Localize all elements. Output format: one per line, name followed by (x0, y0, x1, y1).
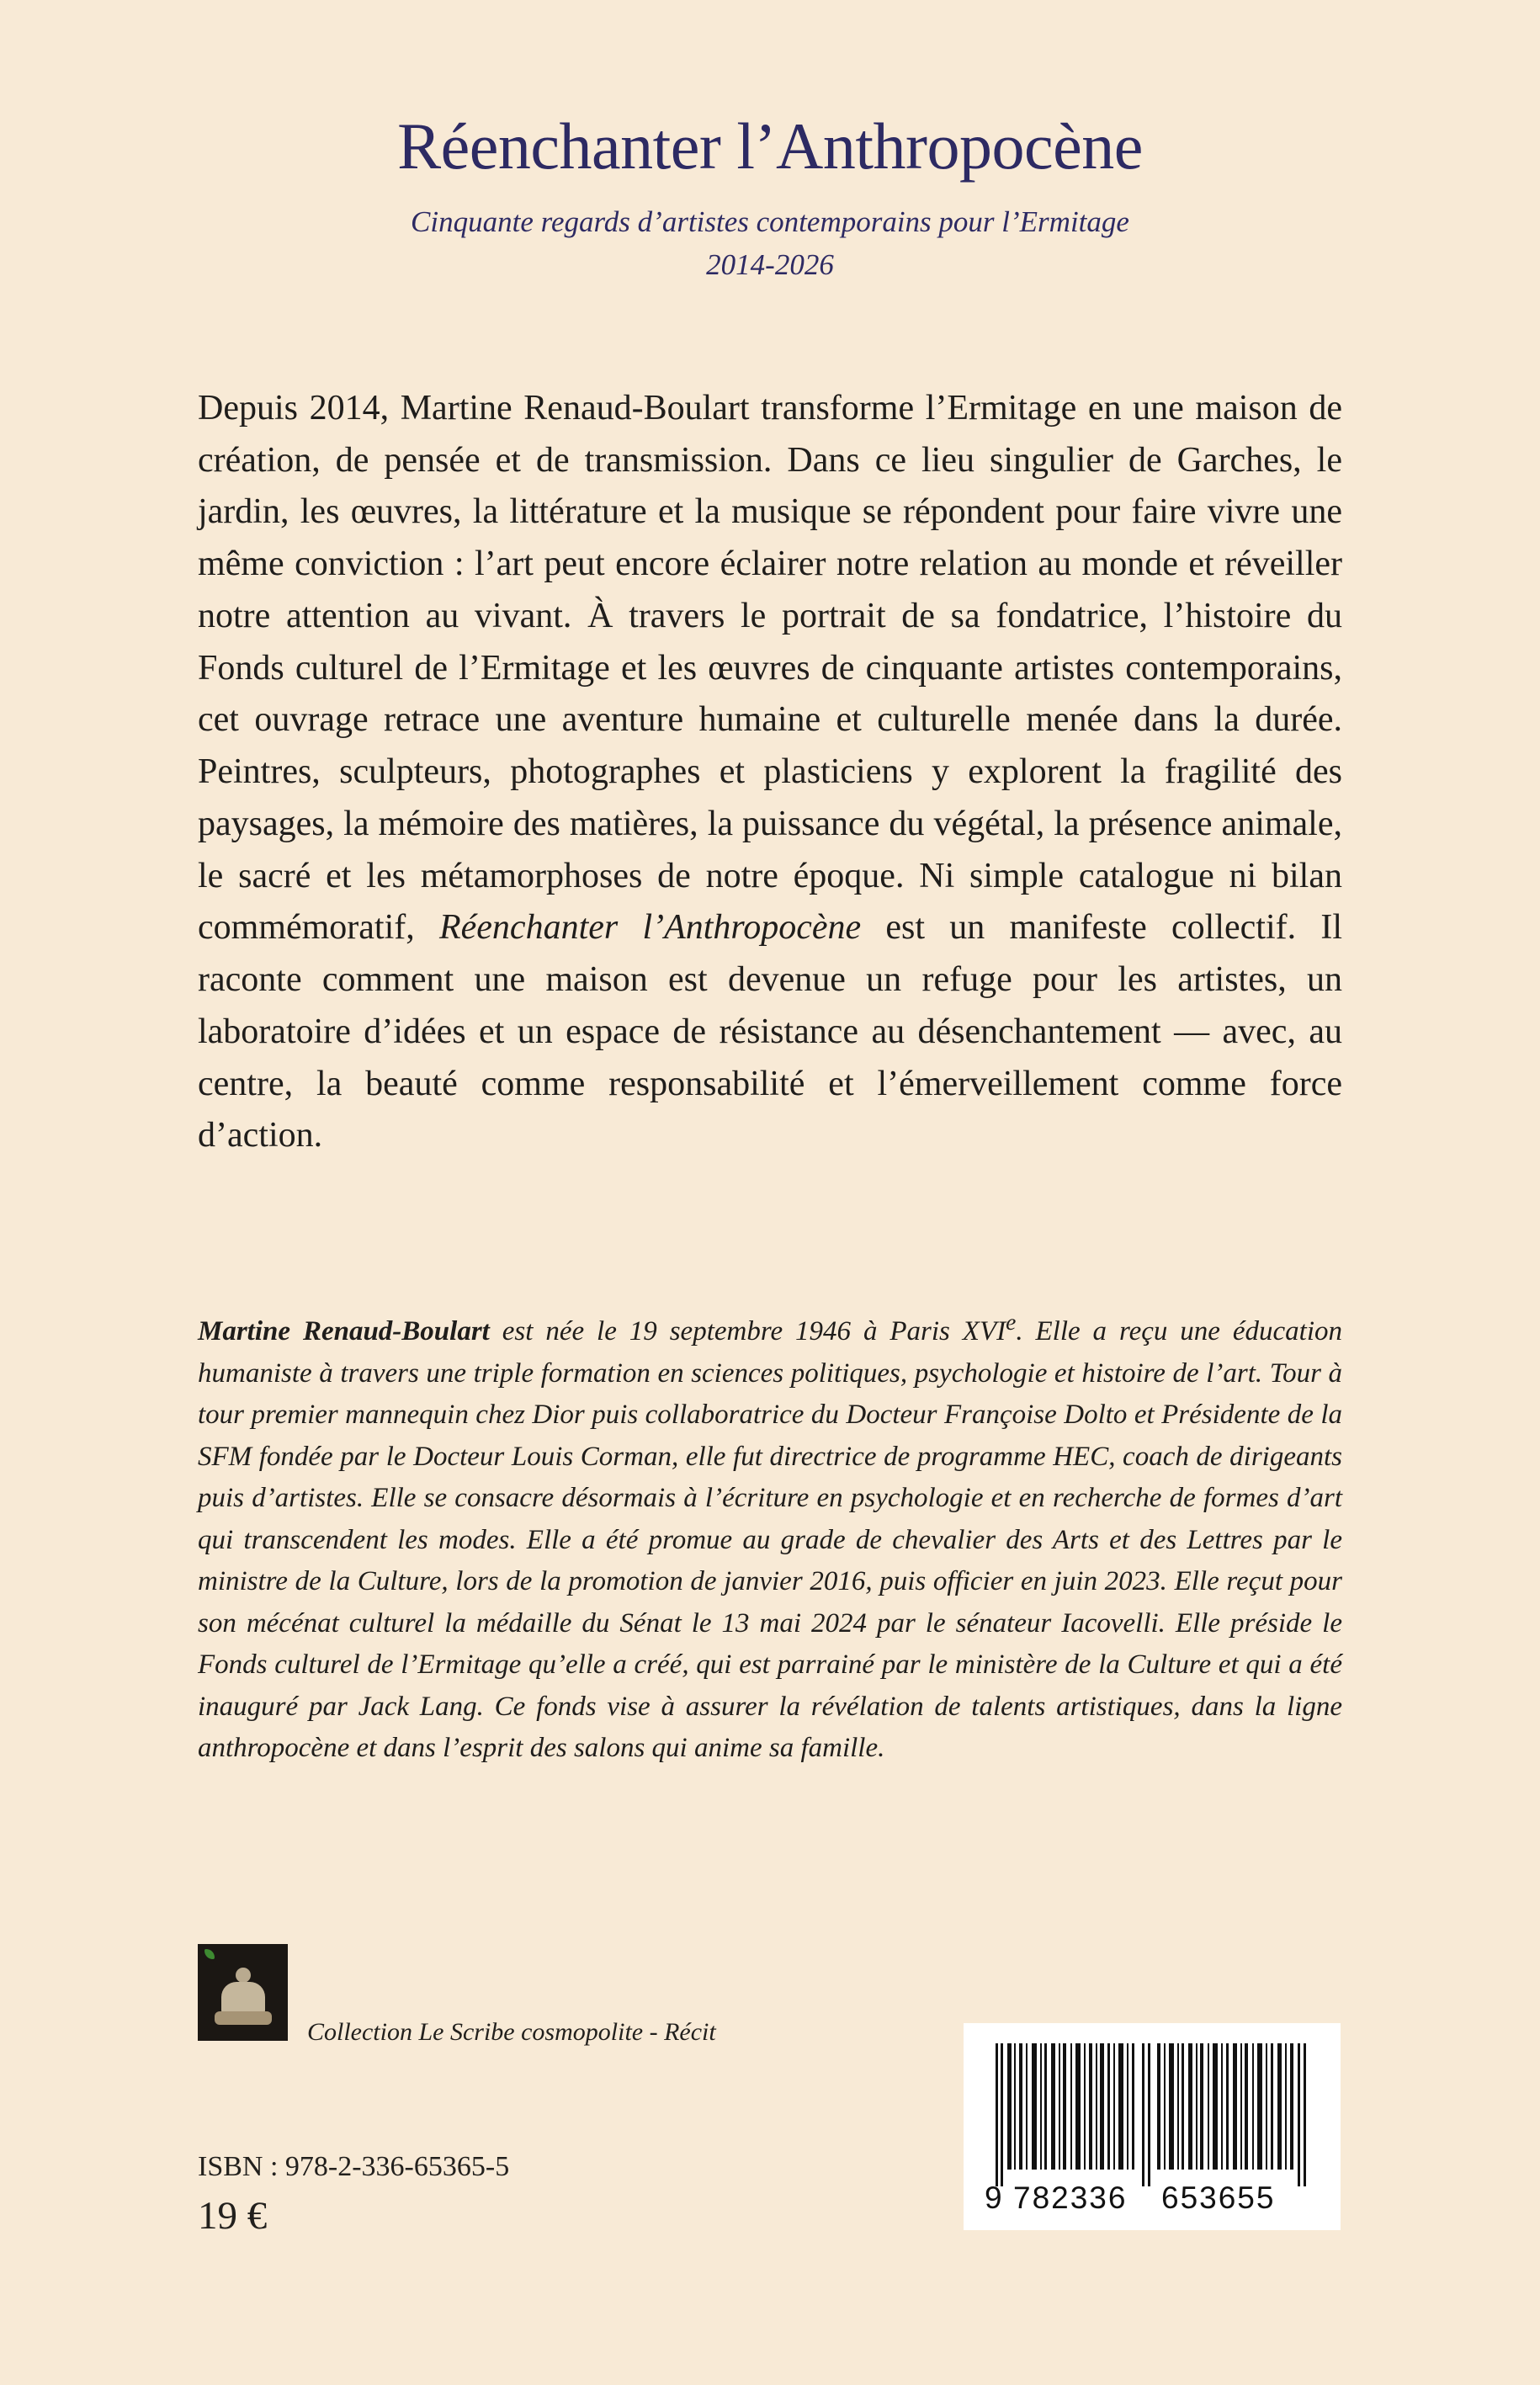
title-block (0, 109, 1540, 283)
arrondissement-superscript: e (1006, 1309, 1017, 1335)
barcode-bars (996, 2043, 1309, 2186)
book-summary (198, 383, 1342, 1162)
summary-book-title: Réenchanter l’Anthropocène (438, 908, 862, 948)
barcode-right-digits: 653655 (1161, 2180, 1276, 2215)
author-name: Martine Renaud-Boulart (198, 1316, 490, 1347)
barcode-first-digit: 9 (985, 2180, 1003, 2215)
isbn: ISBN : 978-2-336-65365-5 (198, 2151, 510, 2182)
scribe-statue-base (215, 2011, 272, 2025)
book-title: Réenchanter l’Anthropocène (397, 109, 1143, 183)
scribe-statue-body (221, 1982, 265, 2014)
author-bio-rest: . Elle a reçu une éducation humaniste à travers une triple formation en sciences politiques, psychologie et histoire de l’art. Tour à tour premier mannequin chez Dior puis collaboratrice du Docteur Françoise Dolto et Présidente de la SFM fondée par le Docteur Louis Corman, elle fut directrice de programme HEC, coach de dirigeants puis d’artistes. Elle se consacre désormais à l’écriture en psychologie et en recherche de formes d’art qui transcendent les modes. Elle a été promue au grade de chevalier des Arts et des Lettres par le ministre de la Culture, lors de la promotion de janvier 2016, puis officier en juin 2023. Elle reçut pour son mécénat culturel la médaille du Sénat le 13 mai 2024 par le sénateur Iacovelli. Elle préside le Fonds culturel de l’Ermitage qu’elle a créé, qui est parrainé par le ministère de la Culture et qui a été inauguré par Jack Lang. Ce fonds vise à assurer la révélation de talents artistiques, dans la ligne anthropocène et dans l’esprit des salons qui anime sa famille. (198, 1316, 1343, 1763)
book-dates: 2014-2026 (706, 247, 834, 281)
summary-text-part-1: Depuis 2014, Martine Renaud-Boulart transforme l’Ermitage en une maison de création, de pensée et de transmission. Dans ce lieu singulier de Garches, le jardin, les œuvres, la littérature et la musique se répondent pour faire vivre une même conviction : l’art peut encore éclairer notre relation au monde et réveiller notre attention au vivant. À travers le portrait de sa fondatrice, l’histoire du Fonds culturel de l’Ermitage et les œuvres de cinquante artistes contemporains, cet ouvrage retrace une aventure humaine et culturelle menée dans la durée. Peintres, sculpteurs, photographes et plasticiens y explorent la fragilité des paysages, la mémoire des matières, la puissance du végétal, la présence animale, le sacré et les métamorphoses de notre époque. Ni simple catalogue ni bilan commémoratif, (198, 389, 1342, 948)
scribe-statue-head (236, 1968, 251, 1983)
collection-label: Collection Le Scribe cosmopolite - Récit (307, 2018, 716, 2046)
author-bio-start: est née le 19 septembre 1946 à Paris XVI (489, 1316, 1006, 1347)
barcode (964, 2023, 1341, 2230)
summary-text-part-2: est un manifeste collectif. Il raconte comment une maison est devenue un refuge pour les artistes, un laboratoire d’idées et un espace de résistance au désenchantement — avec, au centre, la beauté comme responsabilité et l’émerveillement comme force d’action. (198, 908, 1342, 1155)
author-biography (198, 1304, 1342, 1770)
green-leaf-icon (204, 1949, 215, 1959)
book-subtitle: Cinquante regards d’artistes contemporains pour l’Ermitage (411, 205, 1129, 239)
barcode-left-digits: 782336 (1013, 2180, 1128, 2215)
price: 19 € (198, 2194, 268, 2238)
scribe-collection-logo (198, 1944, 288, 2041)
